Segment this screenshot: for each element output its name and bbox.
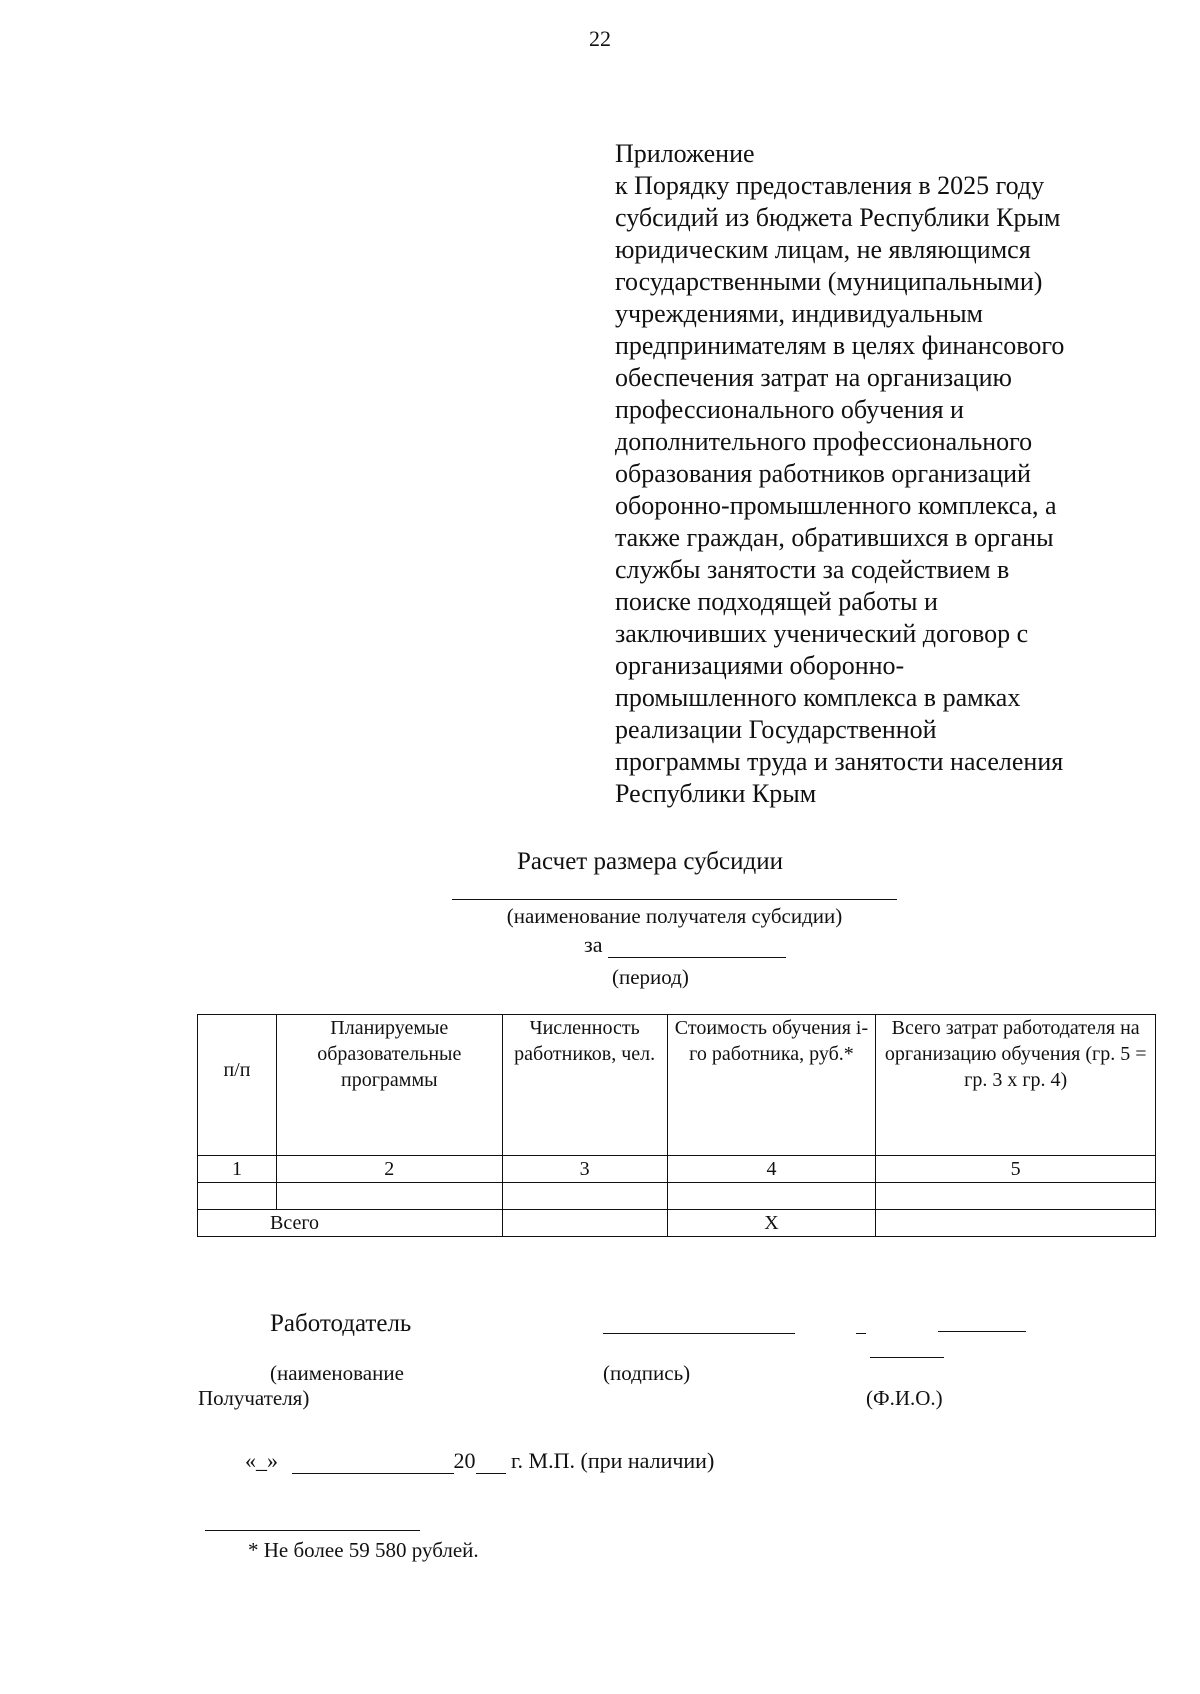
- appendix-line: дополнительного профессионального: [615, 427, 1033, 456]
- table-cell: [502, 1183, 667, 1210]
- table-header-row: [198, 1015, 1156, 1156]
- appendix-line: Республики Крым: [615, 779, 817, 808]
- appendix-line: заключивших ученический договор с: [615, 619, 1029, 648]
- recipient-name-line: [452, 899, 897, 900]
- date-row: [245, 1448, 714, 1474]
- period-row: [584, 932, 786, 958]
- appendix-line: к Порядку предоставления в 2025 году: [615, 171, 1045, 200]
- period-prefix: за: [584, 932, 603, 957]
- table-cell: [198, 1183, 277, 1210]
- table-cell: [876, 1183, 1156, 1210]
- name-caption-1: (наименование: [270, 1361, 404, 1385]
- table-row: [198, 1183, 1156, 1210]
- table-cell: [876, 1210, 1156, 1237]
- appendix-line: программы труда и занятости населения: [615, 747, 1064, 776]
- appendix-line: государственными (муниципальными): [615, 267, 1043, 296]
- appendix-line: субсидий из бюджета Республики Крым: [615, 203, 1061, 232]
- appendix-line: Приложение: [615, 139, 755, 168]
- period-caption: (период): [612, 965, 689, 989]
- fio-caption: (Ф.И.О.): [866, 1386, 943, 1410]
- header-cell: Всего затрат работодателя на организацию обучения (гр. 5 = гр. 3 х гр. 4): [876, 1015, 1156, 1156]
- recipient-caption: (наименование получателя субсидии): [506, 904, 843, 928]
- appendix-header: [615, 138, 1135, 810]
- calc-table: [197, 1014, 1156, 1237]
- appendix-line: оборонно-промышленного комплекса, а: [615, 491, 1057, 520]
- total-mark: Х: [667, 1210, 876, 1237]
- table-number-row: [198, 1156, 1156, 1183]
- appendix-line: образования работников организаций: [615, 459, 1031, 488]
- appendix-line: также граждан, обратившихся в органы: [615, 523, 1054, 552]
- appendix-line: предпринимателям в целях финансового: [615, 331, 1065, 360]
- year-line: [476, 1453, 506, 1474]
- number-cell: 5: [876, 1156, 1156, 1183]
- date-suffix: г. М.П. (при наличии): [511, 1448, 715, 1473]
- employer-label: Работодатель: [270, 1310, 412, 1337]
- table-cell: [276, 1183, 502, 1210]
- number-cell: 2: [276, 1156, 502, 1183]
- appendix-line: службы занятости за содействием в: [615, 555, 1010, 584]
- table-cell: [667, 1183, 876, 1210]
- name-caption-2: Получателя): [198, 1386, 310, 1410]
- period-line: [608, 937, 786, 958]
- table-total-row: [198, 1210, 1156, 1237]
- calc-title: Расчет размера субсидии: [517, 848, 783, 875]
- appendix-line: юридическим лицам, не являющимся: [615, 235, 1031, 264]
- appendix-line: учреждениями, индивидуальным: [615, 299, 983, 328]
- appendix-line: реализации Государственной: [615, 715, 937, 744]
- footnote-divider: [205, 1530, 420, 1531]
- total-label: Всего: [198, 1210, 503, 1237]
- appendix-line: промышленного комплекса в рамках: [615, 683, 1021, 712]
- year-prefix: 20: [453, 1448, 476, 1473]
- appendix-line: организациями оборонно-: [615, 651, 905, 680]
- month-line: [292, 1453, 454, 1474]
- header-cell: Численность работников, чел.: [502, 1015, 667, 1156]
- appendix-line: обеспечения затрат на организацию: [615, 363, 1012, 392]
- appendix-line: профессионального обучения и: [615, 395, 964, 424]
- footnote: * Не более 59 580 рублей.: [248, 1538, 479, 1562]
- header-cell: Планируемые образовательные программы: [276, 1015, 502, 1156]
- appendix-line: поиске подходящей работы и: [615, 587, 938, 616]
- number-cell: 3: [502, 1156, 667, 1183]
- day-quote: «_»: [245, 1448, 278, 1473]
- table-cell: [502, 1210, 667, 1237]
- header-cell: Стоимость обучения i-го работника, руб.*: [667, 1015, 876, 1156]
- signature-caption: (подпись): [603, 1361, 691, 1385]
- number-cell: 4: [667, 1156, 876, 1183]
- fio-line-2: [870, 1357, 944, 1358]
- signature-line: [603, 1333, 795, 1334]
- page-number: 22: [589, 26, 611, 51]
- dash-mark: [856, 1333, 866, 1334]
- fio-line-1: [938, 1331, 1026, 1332]
- number-cell: 1: [198, 1156, 277, 1183]
- header-cell: п/п: [198, 1015, 277, 1156]
